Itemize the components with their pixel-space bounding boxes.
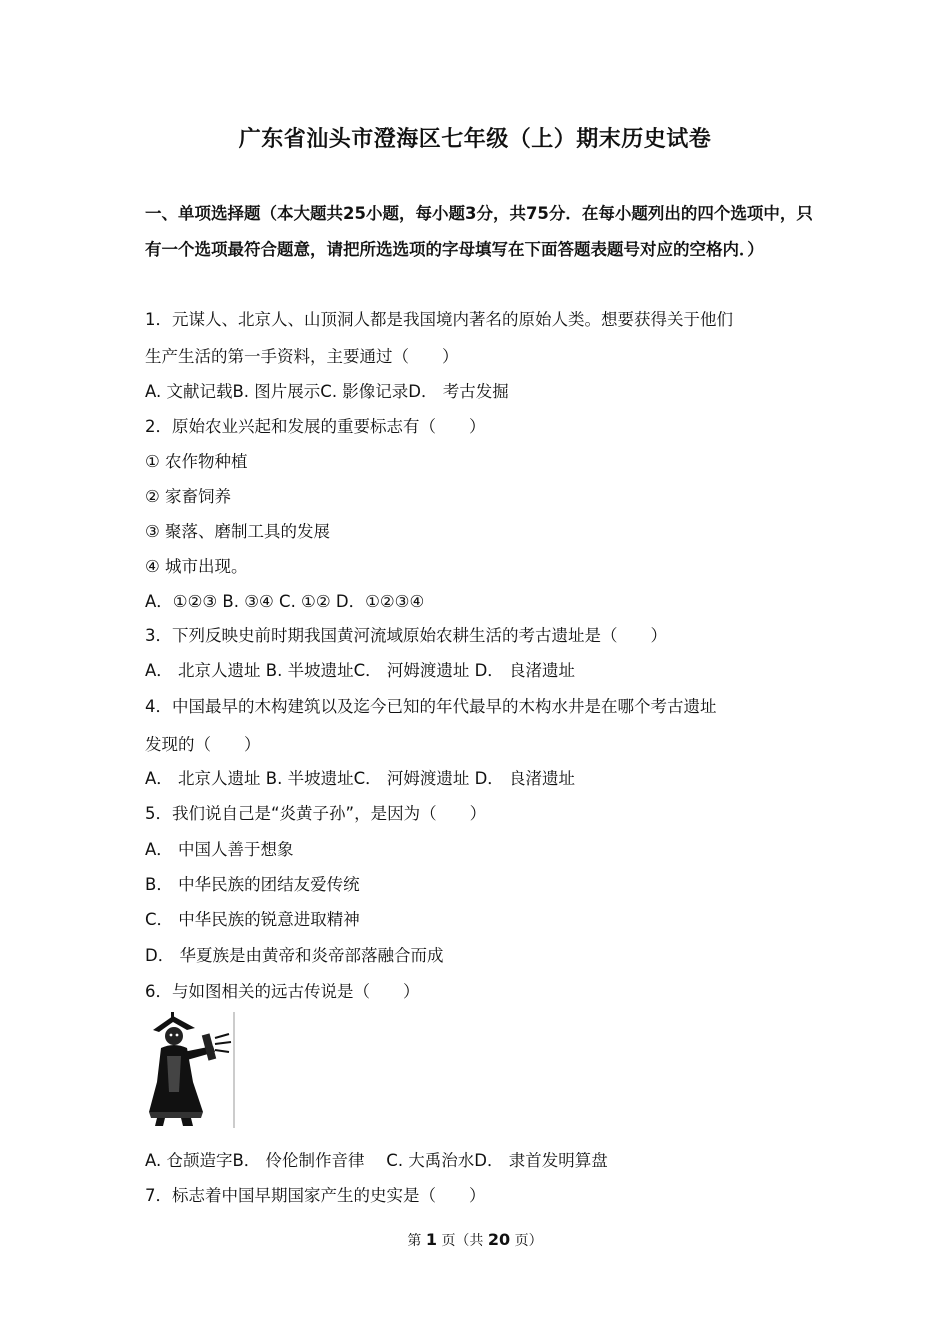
footer-suffix: 页） [514,1233,543,1249]
question-7-stem: 7．标志着中国早期国家产生的史实是（ ） [145,1186,486,1205]
question-5-option-b: B． 中华民族的团结友爱传统 [145,875,360,894]
question-2-stem: 2．原始农业兴起和发展的重要标志有（ ） [145,417,486,436]
question-1-line-1: 1．元谋人、北京人、山顶洞人都是我国境内著名的原始人类。想要获得关于他们 [145,310,733,329]
question-5-option-d: D． 华夏族是由黄帝和炎帝部落融合而成 [145,946,444,965]
question-4-line-2: 发现的（ ） [145,735,261,754]
question-4-line-1: 4．中国最早的木构建筑以及迄今已知的年代最早的木构水井是在哪个考古遗址 [145,697,717,716]
question-5-option-c: C． 中华民族的锐意进取精神 [145,910,360,929]
question-6-options: A. 仓颉造字B． 伶伦制作音律 C. 大禹治水D． 隶首发明算盘 [145,1151,608,1170]
footer-middle: 页（共 [441,1233,484,1249]
question-2-options: A．①②③ B. ③④ C. ①② D．①②③④ [145,592,425,611]
page-footer [0,1230,950,1250]
document-title: 广东省汕头市澄海区七年级（上）期末历史试卷 [238,127,712,152]
question-3-stem: 3．下列反映史前时期我国黄河流域原始农耕生活的考古遗址是（ ） [145,626,667,645]
footer-page-number: 1 [425,1230,437,1249]
question-1-line-2: 生产生活的第一手资料，主要通过（ ） [145,347,459,366]
question-5-stem: 5．我们说自己是“炎黄子孙”，是因为（ ） [145,804,487,823]
question-2-item-2: ② 家畜饲养 [145,487,232,506]
question-4-options: A． 北京人遗址 B. 半坡遗址C． 河姆渡遗址 D． 良渚遗址 [145,769,576,788]
question-3-options: A． 北京人遗址 B. 半坡遗址C． 河姆渡遗址 D． 良渚遗址 [145,661,576,680]
question-1-options: A. 文献记载B. 图片展示C. 影像记录D． 考古发掘 [145,382,509,401]
question-2-item-1: ① 农作物种植 [145,452,248,471]
question-5-option-a: A． 中国人善于想象 [145,840,294,859]
section-heading: 一、单项选择题（本大题共25小题，每小题3分，共75分．在每小题列出的四个选项中，只有一个选项最符合题意，请把所选选项的字母填写在下面答题表题号对应的空格内．） [145,204,813,259]
question-2-item-3: ③ 聚落、磨制工具的发展 [145,522,331,541]
footer-total-pages: 20 [487,1230,511,1249]
question-6-stem: 6．与如图相关的远古传说是（ ） [145,982,420,1001]
question-2-item-4: ④ 城市出现。 [145,557,248,576]
footer-prefix: 第 [407,1233,422,1249]
ancient-figure-image [143,1012,239,1130]
